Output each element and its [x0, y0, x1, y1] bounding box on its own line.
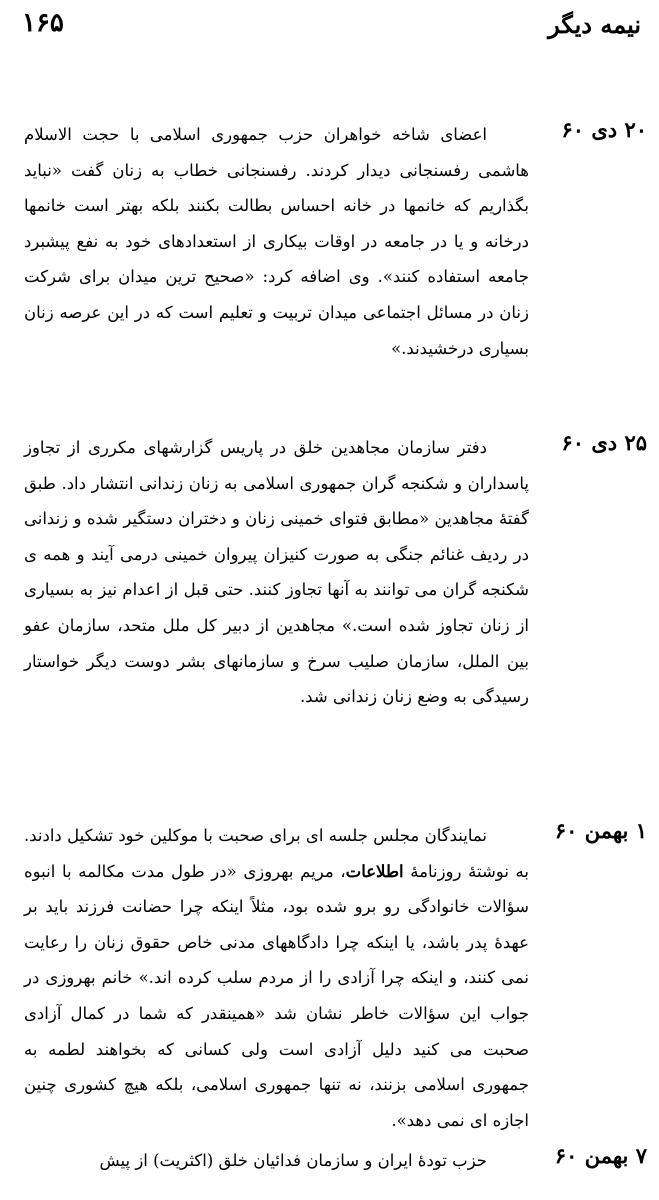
entry-text	[24, 117, 529, 366]
entry-date: ۷ بهمن ۶۰	[554, 1143, 647, 1168]
entry-date: ۱ بهمن ۶۰	[554, 818, 647, 843]
running-header-title: نیمه دیگر	[548, 10, 641, 39]
entry-text	[24, 818, 529, 1138]
entry-text-part: نمایندگان مجلس جلسه ای برای صحبت با موکلین خود تشکیل دادند. به نوشتهٔ روزنامهٔ	[24, 826, 529, 881]
entry-paragraph: اعضای شاخه خواهران حزب جمهوری اسلامی با حجت الاسلام هاشمی رفسنجانی دیدار کردند. رفسنجانی خطاب به زنان گفت «نباید بگذاریم که خانمها در خانه احساس بطالت بکنند بلکه بهتر است خانمها درخانه و یا در جامعه در اوقات بیکاری از استعدادهای خود به نفع پیشبرد جامعه استفاده کنند». وی اضافه کرد: «صحیح ترین میدان برای شرکت زنان در مسائل اجتماعی میدان تربیت و تعلیم است که در این عرصه زنان بسیاری درخشیدند.»	[24, 125, 529, 358]
entry-date: ۲۵ دی ۶۰	[561, 430, 647, 455]
entry-text	[24, 1143, 529, 1183]
entry-text	[24, 430, 529, 715]
entry-date: ۲۰ دی ۶۰	[561, 117, 647, 142]
entry-paragraph: دفتر سازمان مجاهدین خلق در پاریس گزارشهای مکرری از تجاوز پاسداران و شکنجه گران جمهوری اسلامی به زنان زندانی انتشار داد. طبق گفتهٔ مجاهدین «مطابق فتوای خمینی زنان و دختران دستگیر شده و زندانی در ردیف غنائم جنگی به صورت کنیزان پیروان خمینی درمی آیند و همه ی شکنجه گران می توانند به آنها تجاوز کنند. حتی قبل از اعدام نیز به بسیاری از زنان تجاوز شده است.» مجاهدین از دبیر کل ملل متحد، سازمان عفو بین الملل، سازمان صلیب سرخ و سازمانهای بشر دوست دیگر خواستار رسیدگی به وضع زنان زندانی شد.	[24, 438, 529, 707]
newspaper-name: اطلاعات	[345, 861, 404, 881]
entry-text-part: ، مریم بهروزی «در طول مدت مکالمه با انبوه سؤالات خانوادگی رو برو شده بود، مثلاً اینکه چرا حضانت فرزند باید بر عهدهٔ پدر باشد، یا اینکه چرا دادگاههای مدنی خاص حقوق زنان را رعایت نمی کنند، و اینکه چرا آزادی را از مردم سلب کرده اند.» خانم بهروزی در جواب این سؤالات خاطر نشان شد «همینقدر که شما در کمال آزادی صحبت می کنید دلیل آزادی است ولی کسانی که بخواهند لطمه به جمهوری اسلامی بزنند، نه تنها جمهوری اسلامی، بلکه هیچ کشوری چنین اجازه ای نمی دهد».	[24, 861, 529, 1130]
entry-paragraph: حزب تودهٔ ایران و سازمان فدائیان خلق (اکثریت) از پیش	[99, 1151, 487, 1170]
entry-paragraph	[24, 818, 529, 1138]
page-number: ۱۶۵	[22, 8, 64, 38]
